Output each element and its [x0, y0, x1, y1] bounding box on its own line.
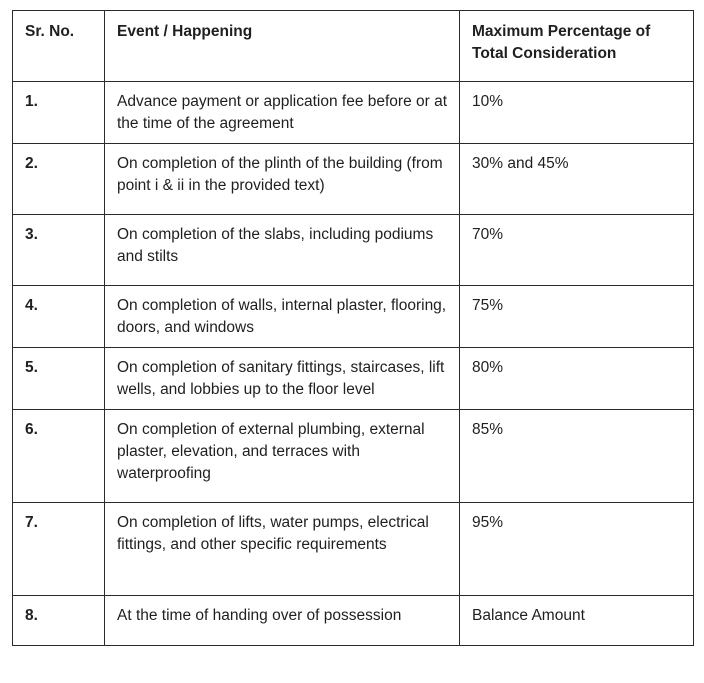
table-header-row: [13, 11, 694, 82]
table-row: [13, 82, 694, 144]
event-cell: On completion of lifts, water pumps, electrical fittings, and other specific requirements: [105, 503, 460, 596]
percentage-cell: 75%: [460, 286, 694, 348]
table-row: [13, 596, 694, 646]
sr-no-cell: 2.: [13, 144, 105, 215]
event-cell: On completion of sanitary fittings, staircases, lift wells, and lobbies up to the floor level: [105, 348, 460, 410]
table-row: [13, 286, 694, 348]
table-row: [13, 144, 694, 215]
event-cell: At the time of handing over of possession: [105, 596, 460, 646]
percentage-cell: 10%: [460, 82, 694, 144]
percentage-cell: Balance Amount: [460, 596, 694, 646]
table-row: [13, 503, 694, 596]
payment-schedule-table: [12, 10, 694, 646]
percentage-cell: 70%: [460, 215, 694, 286]
sr-no-cell: 7.: [13, 503, 105, 596]
header-sr-no: Sr. No.: [13, 11, 105, 82]
table-row: [13, 215, 694, 286]
event-cell: On completion of the plinth of the building (from point i & ii in the provided text): [105, 144, 460, 215]
percentage-cell: 95%: [460, 503, 694, 596]
sr-no-cell: 3.: [13, 215, 105, 286]
sr-no-cell: 1.: [13, 82, 105, 144]
event-cell: Advance payment or application fee before or at the time of the agreement: [105, 82, 460, 144]
event-cell: On completion of walls, internal plaster, flooring, doors, and windows: [105, 286, 460, 348]
header-event: Event / Happening: [105, 11, 460, 82]
event-cell: On completion of the slabs, including podiums and stilts: [105, 215, 460, 286]
sr-no-cell: 6.: [13, 410, 105, 503]
sr-no-cell: 8.: [13, 596, 105, 646]
table-row: [13, 410, 694, 503]
percentage-cell: 85%: [460, 410, 694, 503]
percentage-cell: 80%: [460, 348, 694, 410]
percentage-cell: 30% and 45%: [460, 144, 694, 215]
header-percentage: Maximum Percentage of Total Consideration: [460, 11, 694, 82]
event-cell: On completion of external plumbing, external plaster, elevation, and terraces with waterproofing: [105, 410, 460, 503]
table-row: [13, 348, 694, 410]
sr-no-cell: 5.: [13, 348, 105, 410]
sr-no-cell: 4.: [13, 286, 105, 348]
